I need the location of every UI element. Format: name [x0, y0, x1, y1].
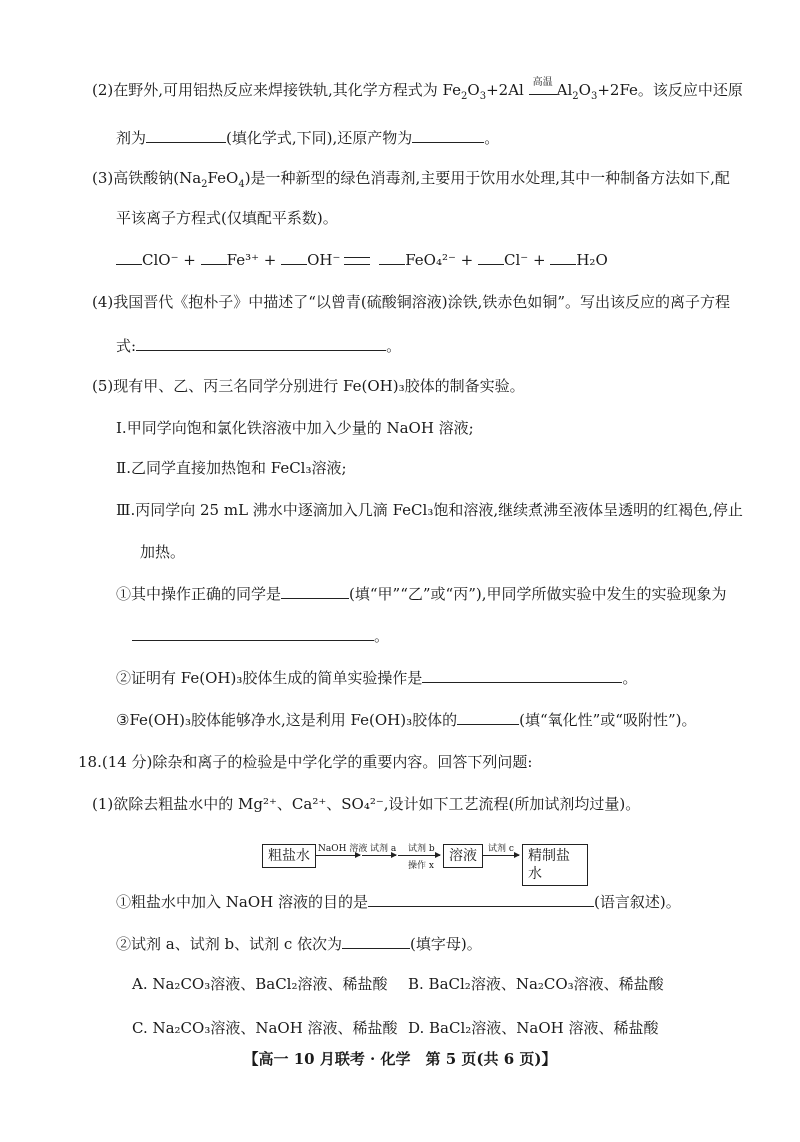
answer-blank-reducer[interactable] — [146, 126, 226, 143]
option-d[interactable]: D. BaCl₂溶液、NaOH 溶液、稀盐酸 — [408, 1019, 659, 1037]
flow-label-reagent-c: 试剂 c — [488, 844, 514, 854]
coef-blank[interactable] — [550, 248, 576, 265]
coef-blank[interactable] — [281, 248, 307, 265]
flow-arrow — [398, 855, 440, 856]
flow-label-naoh: NaOH 溶液 — [318, 844, 368, 854]
q18-header: 18.(14 分)除杂和离子的检验是中学化学的重要内容。回答下列问题: — [78, 753, 533, 771]
answer-blank-reduction-product[interactable] — [412, 126, 484, 143]
flow-arrow — [362, 855, 396, 856]
page-footer: 【高一 10 月联考 · 化学 第 5 页(共 6 页)】 — [243, 1050, 557, 1068]
answer-blank-property[interactable] — [457, 708, 519, 725]
flow-label-operation-x: 操作 x — [408, 861, 434, 871]
q17-p5-sub2: ②证明有 Fe(OH)₃胶体生成的简单实验操作是 。 — [116, 666, 637, 688]
q17-p2-line1: (2)在野外,可用铝热反应来焊接铁轨,其化学方程式为 $Fe_2O_3+2Al$ 高温 $Al_2O_3+2Fe$。该反应中还原 — [92, 77, 743, 102]
equals-sign — [344, 257, 370, 265]
flow-box-refined-brine: 精制盐水 — [522, 844, 588, 886]
option-a[interactable]: A. Na₂CO₃溶液、BaCl₂溶液、稀盐酸 — [132, 975, 388, 993]
flow-label-reagent-a: 试剂 a — [370, 844, 397, 854]
option-b[interactable]: B. BaCl₂溶液、Na₂CO₃溶液、稀盐酸 — [408, 975, 664, 993]
q17-p5-sub1: ①其中操作正确的同学是 (填“甲”“乙”或“丙”),甲同学所做实验中发生的实验现象为 — [116, 582, 727, 604]
answer-blank-phenomenon[interactable] — [132, 624, 374, 641]
q17-p5-item-i: Ⅰ.甲同学向饱和氯化铁溶液中加入少量的 NaOH 溶液; — [116, 419, 474, 437]
flow-label-reagent-b: 试剂 b — [408, 844, 435, 854]
q17-p5-intro: (5)现有甲、乙、丙三名同学分别进行 Fe(OH)₃胶体的制备实验。 — [92, 377, 525, 395]
q17-p4-line1: (4)我国晋代《抱朴子》中描述了“以曾青(硫酸铜溶液)涂铁,铁赤色如铜”。写出该反应的离子方程 — [92, 293, 731, 311]
answer-blank-colloid-test[interactable] — [422, 666, 622, 683]
q17-p5-sub1-line2: 。 — [132, 624, 389, 646]
ionic-equation: ClO⁻ + Fe³⁺ + OH⁻ FeO₄²⁻ + Cl⁻ + H₂O — [116, 248, 608, 270]
q17-p5-sub3: ③Fe(OH)₃胶体能够净水,这是利用 Fe(OH)₃胶体的 (填“氧化性”或“吸附性”)。 — [116, 708, 697, 730]
answer-blank-naoh-purpose[interactable] — [368, 890, 594, 907]
reaction-condition: 高温 — [529, 85, 557, 95]
option-c[interactable]: C. Na₂CO₃溶液、NaOH 溶液、稀盐酸 — [132, 1019, 398, 1037]
q17-p5-item-ii: Ⅱ.乙同学直接加热饱和 FeCl₃溶液; — [116, 459, 347, 477]
flow-box-crude-brine: 粗盐水 — [262, 844, 316, 868]
process-flow-diagram — [258, 838, 588, 882]
q17-p5-item-iii-1: Ⅲ.丙同学向 25 mL 沸水中逐滴加入几滴 FeCl₃饱和溶液,继续煮沸至液体呈透明的红褐色,停止 — [116, 501, 743, 519]
flow-arrow — [316, 855, 360, 856]
coef-blank[interactable] — [116, 248, 142, 265]
q18-sub2: ②试剂 a、试剂 b、试剂 c 依次为 (填字母)。 — [116, 932, 482, 954]
q17-p3-line1: (3)高铁酸钠$(Na_2FeO_4)$是一种新型的绿色消毒剂,主要用于饮用水处理,其中一种制备方法如下,配 — [92, 169, 730, 190]
coef-blank[interactable] — [478, 248, 504, 265]
q17-p3-line2: 平该离子方程式(仅填配平系数)。 — [116, 209, 338, 227]
q18-p1: (1)欲除去粗盐水中的 Mg²⁺、Ca²⁺、SO₄²⁻,设计如下工艺流程(所加试剂均过量)。 — [92, 795, 641, 813]
q17-p5-item-iii-2: 加热。 — [140, 543, 186, 561]
q17-p4-line2: 式: 。 — [116, 334, 401, 356]
answer-blank-reagent-order[interactable] — [342, 932, 410, 949]
coef-blank[interactable] — [201, 248, 227, 265]
flow-box-solution: 溶液 — [443, 844, 483, 868]
flow-arrow — [483, 855, 519, 856]
answer-blank-ionic-equation[interactable] — [136, 334, 386, 351]
answer-blank-correct-student[interactable] — [281, 582, 349, 599]
q17-p2-line2: 剂为 (填化学式,下同),还原产物为 。 — [116, 126, 499, 148]
coef-blank[interactable] — [379, 248, 405, 265]
q18-sub1: ①粗盐水中加入 NaOH 溶液的目的是 (语言叙述)。 — [116, 890, 681, 912]
